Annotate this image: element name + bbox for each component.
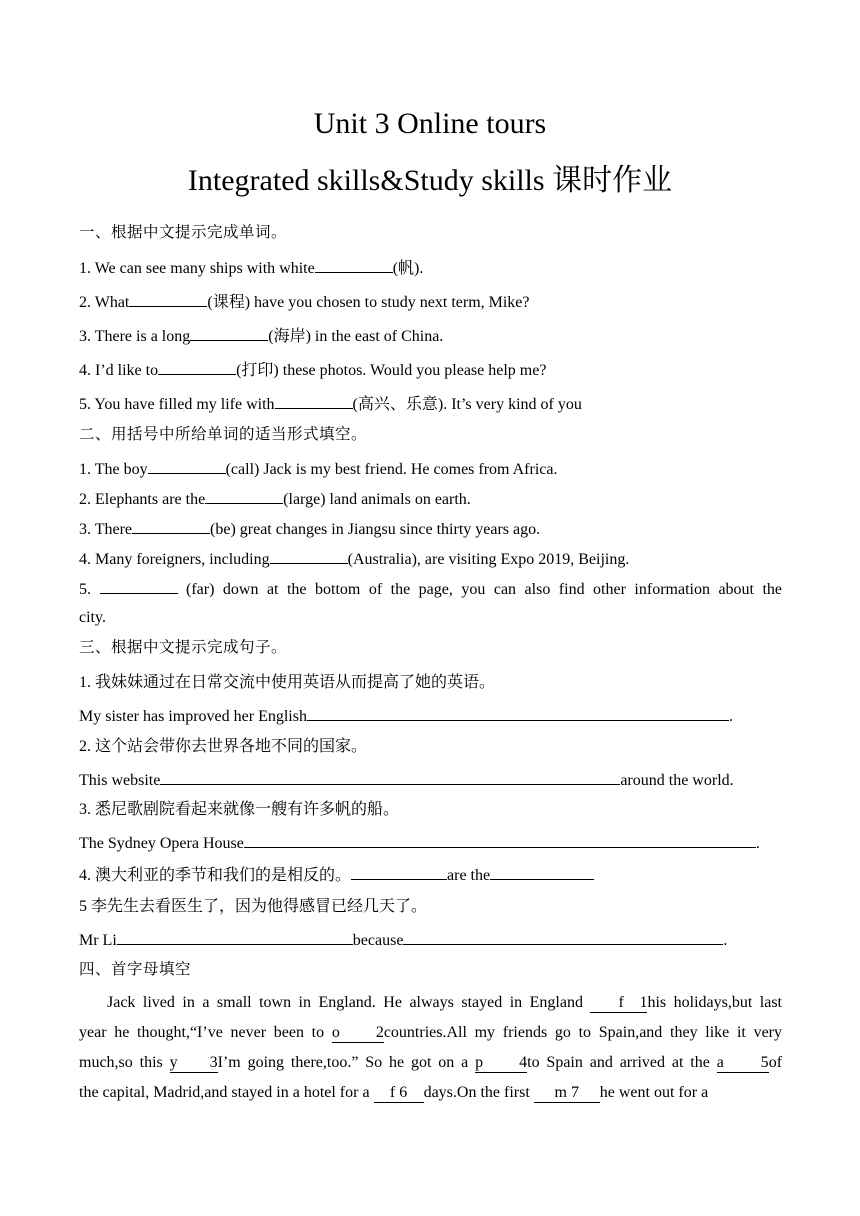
s1-item-1: 1. We can see many ships with white (帆). bbox=[79, 257, 423, 279]
s2-item-5-continued: city. bbox=[79, 609, 106, 626]
s3-item-3-english: The Sydney Opera House . bbox=[79, 832, 760, 854]
answer-blank[interactable] bbox=[315, 257, 393, 273]
s1-item-4: 4. I’d like to (打印) these photos. Would you please help me? bbox=[79, 359, 546, 381]
s2-item-3: 3. There (be) great changes in Jiangsu since thirty years ago. bbox=[79, 518, 540, 540]
answer-blank[interactable] bbox=[129, 291, 207, 307]
answer-blank[interactable] bbox=[158, 359, 236, 375]
passage-line-1: Jack lived in a small town in England. He always stayed in England f 1his holidays,but last bbox=[107, 994, 782, 1011]
answer-blank[interactable] bbox=[490, 864, 594, 880]
page-subtitle: Integrated skills&Study skills 课时作业 bbox=[187, 164, 673, 197]
section3-heading: 三、根据中文提示完成句子。 bbox=[79, 639, 288, 656]
s3-item-5-english: Mr Li because . bbox=[79, 929, 727, 951]
answer-blank[interactable] bbox=[351, 864, 447, 880]
s3-item-2-chinese: 2. 这个站会带你去世界各地不同的国家。 bbox=[79, 738, 368, 755]
s3-item-2-english: This website around the world. bbox=[79, 769, 734, 791]
cloze-blank-4[interactable]: p 4 bbox=[475, 1054, 528, 1071]
page-title: Unit 3 Online tours bbox=[313, 107, 547, 140]
answer-blank[interactable] bbox=[275, 393, 353, 409]
cloze-blank-3[interactable]: y 3 bbox=[169, 1054, 218, 1071]
s3-item-3-chinese: 3. 悉尼歌剧院看起来就像一艘有许多帆的船。 bbox=[79, 801, 400, 818]
section1-heading: 一、根据中文提示完成单词。 bbox=[79, 224, 288, 241]
s3-item-1-chinese: 1. 我妹妹通过在日常交流中使用英语从而提高了她的英语。 bbox=[79, 674, 496, 691]
s3-item-1-english: My sister has improved her English . bbox=[79, 705, 733, 727]
answer-blank[interactable] bbox=[190, 325, 268, 341]
section4-heading: 四、首字母填空 bbox=[79, 961, 192, 978]
s1-item-5: 5. You have filled my life with (高兴、乐意). It’s very kind of you bbox=[79, 393, 582, 415]
s3-item-4: 4. 澳大利亚的季节和我们的是相反的。 are the bbox=[79, 864, 594, 886]
s2-item-5: 5. (far) down at the bottom of the page, you can also find other information about the bbox=[79, 578, 782, 600]
answer-blank[interactable] bbox=[160, 769, 620, 785]
passage-line-4: the capital, Madrid,and stayed in a hotel for a f 6days.On the first m 7he went out for a bbox=[79, 1084, 709, 1101]
answer-blank[interactable] bbox=[270, 548, 348, 564]
s2-item-4: 4. Many foreigners, including (Australia), are visiting Expo 2019, Beijing. bbox=[79, 548, 629, 570]
s2-item-1: 1. The boy (call) Jack is my best friend. He comes from Africa. bbox=[79, 458, 557, 480]
answer-blank[interactable] bbox=[132, 518, 210, 534]
cloze-blank-6[interactable]: f 6 bbox=[374, 1084, 424, 1103]
answer-blank[interactable] bbox=[100, 578, 178, 594]
s3-item-5-chinese: 5 李先生去看医生了，因为他得感冒已经几天了。 bbox=[79, 898, 428, 915]
passage-line-2: year he thought,“I’ve never been to o 2countries.All my friends go to Spain,and they like it very bbox=[79, 1024, 782, 1041]
cloze-blank-2[interactable]: o 2 bbox=[331, 1024, 384, 1041]
s1-item-2: 2. What (课程) have you chosen to study next term, Mike? bbox=[79, 291, 530, 313]
answer-blank[interactable] bbox=[403, 929, 723, 945]
cloze-blank-7[interactable]: m 7 bbox=[534, 1084, 600, 1103]
s1-item-3: 3. There is a long (海岸) in the east of China. bbox=[79, 325, 443, 347]
s2-item-2: 2. Elephants are the (large) land animals on earth. bbox=[79, 488, 471, 510]
answer-blank[interactable] bbox=[205, 488, 283, 504]
answer-blank[interactable] bbox=[244, 832, 756, 848]
answer-blank[interactable] bbox=[148, 458, 226, 474]
cloze-blank-1[interactable]: f 1 bbox=[590, 994, 647, 1013]
section2-heading: 二、用括号中所给单词的适当形式填空。 bbox=[79, 426, 368, 443]
answer-blank[interactable] bbox=[307, 705, 729, 721]
passage-line-3: much,so this y 3I’m going there,too.” So he got on a p 4to Spain and arrived at the a 5of bbox=[79, 1054, 783, 1071]
cloze-blank-5[interactable]: a 5 bbox=[716, 1054, 769, 1071]
answer-blank[interactable] bbox=[117, 929, 353, 945]
